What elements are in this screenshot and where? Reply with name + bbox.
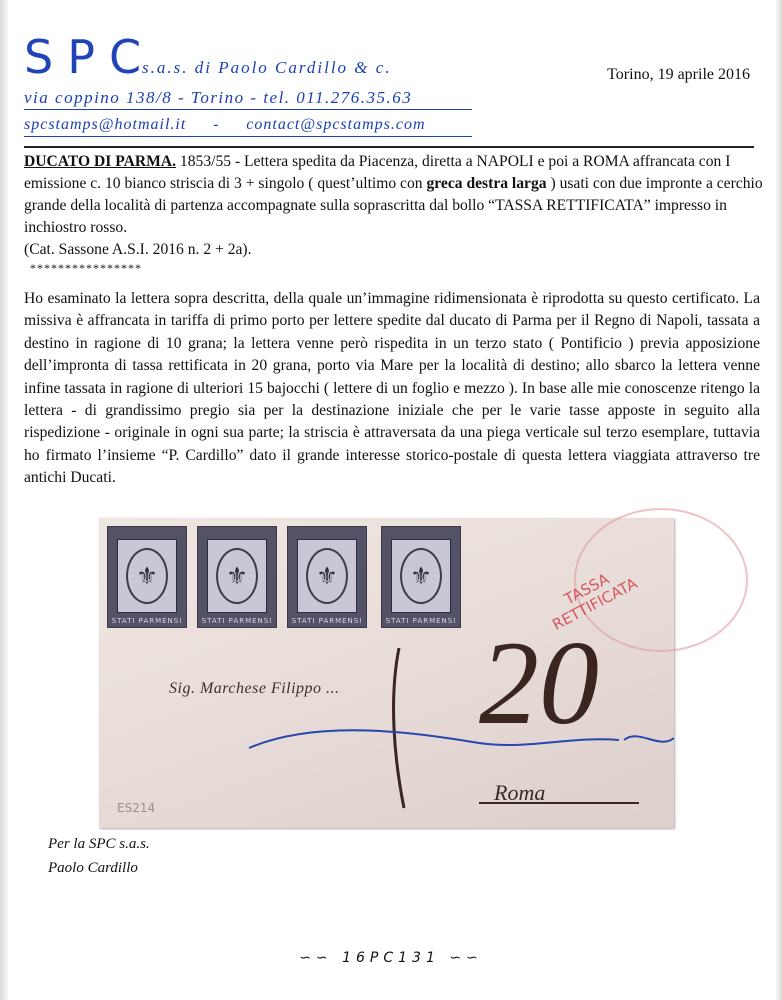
description-text-b: ) usati con due impronte a cerchio grande della località di partenza accompagnate sulla soprascritta dal bollo “TASSA RETTIFICATA” impresso in inchiostro rosso. [24,175,763,236]
fleur-de-lis-icon: ⚜ [410,564,432,590]
page-edge-left [0,0,8,1000]
page-edge-right [776,0,782,1000]
description-heading: DUCATO DI PARMA. [24,153,177,170]
stamp-frame-text: STATI PARMENSI [201,617,273,625]
header-divider [24,146,754,148]
signature-block [48,832,150,880]
email-separator: - [213,116,220,133]
tassa-rettificata-handstamp: TASSA RETTIFICATA [549,569,641,634]
cover-destination: Roma [494,780,546,805]
description-bold: greca destra larga [426,175,547,192]
stamp-frame-text: STATI PARMENSI [291,617,363,625]
company-address: via coppino 138/8 - Torino - tel. 011.276.35.63 [24,88,413,107]
address-underline [24,109,472,110]
certificate-code: 16PC131 [342,950,440,966]
email-secondary[interactable]: contact@spcstamps.com [246,116,426,133]
fleur-de-lis-icon: ⚜ [316,564,338,590]
footer-ornament-right: ∽∽ [449,950,483,966]
tax-mark-20: 20 [479,616,599,749]
letterhead [24,30,524,135]
signature-company: Per la SPC s.a.s. [48,836,150,852]
certificate-date: Torino, 19 aprile 2016 [607,66,750,83]
certificate-body: Ho esaminato la lettera sopra descritta, della quale un’immagine ridimensionata è riprodotta su questo certificato. La missiva è affrancata in tariffa di primo porto per lettere spedite dal ducato di Parma per il Regno di Napoli, tassata a destino in ragione di 10 grana; la lettera venne però rispedita in un terzo stato ( Pontificio ) previa apposizione dell’impronta di tassa rettificata in 20 grana, porto via Mare per la località di destino; allo sbarco la lettera venne infine tassata in ragione di ulteriori 15 bajocchi ( lettere di un foglio e mezzo ). In base alle mie conoscenze ritengo la lettera - di grandissimo pregio sia per la destinazione iniziale che per le varie tasse apposte in seguito alla rispedizione - originale in ogni sua parte; la striscia è attraversata da una piega verticale sul terzo esemplare, tuttavia ho firmato l’insieme “P. Cardillo” dato il grande interesse storico-postale di questa lettera viaggiata attraverso tre antichi Ducati. [24,290,760,487]
cover-reference: ES214 [117,801,156,815]
cover-addressee: Sig. Marchese Filippo ... [169,680,340,697]
email-underline [24,136,472,137]
certificate-number [0,950,782,966]
description-text-a: 1853/55 - Lettera spedita da Piacenza, diretta a NAPOLI e poi a ROMA affrancata con I emissione c. 10 bianco striscia di 3 + singolo ( quest’ultimo con [24,153,731,192]
signature-name: Paolo Cardillo [48,860,138,876]
stamp-frame-text: STATI PARMENSI [385,617,457,625]
email-primary[interactable]: spcstamps@hotmail.it [24,116,187,133]
fleur-de-lis-icon: ⚜ [226,564,248,590]
company-logo: SPC [24,30,156,84]
fleur-de-lis-icon: ⚜ [136,564,158,590]
section-stars: **************** [30,261,142,275]
company-emails [24,116,426,134]
letter-cover-image [99,518,674,828]
catalog-reference: (Cat. Sassone A.S.I. 2016 n. 2 + 2a). [24,241,252,258]
company-name: s.a.s. di Paolo Cardillo & c. [142,58,392,77]
item-description [24,151,764,261]
stamp-frame-text: STATI PARMENSI [111,617,183,625]
footer-ornament-left: ∽∽ [299,950,333,966]
